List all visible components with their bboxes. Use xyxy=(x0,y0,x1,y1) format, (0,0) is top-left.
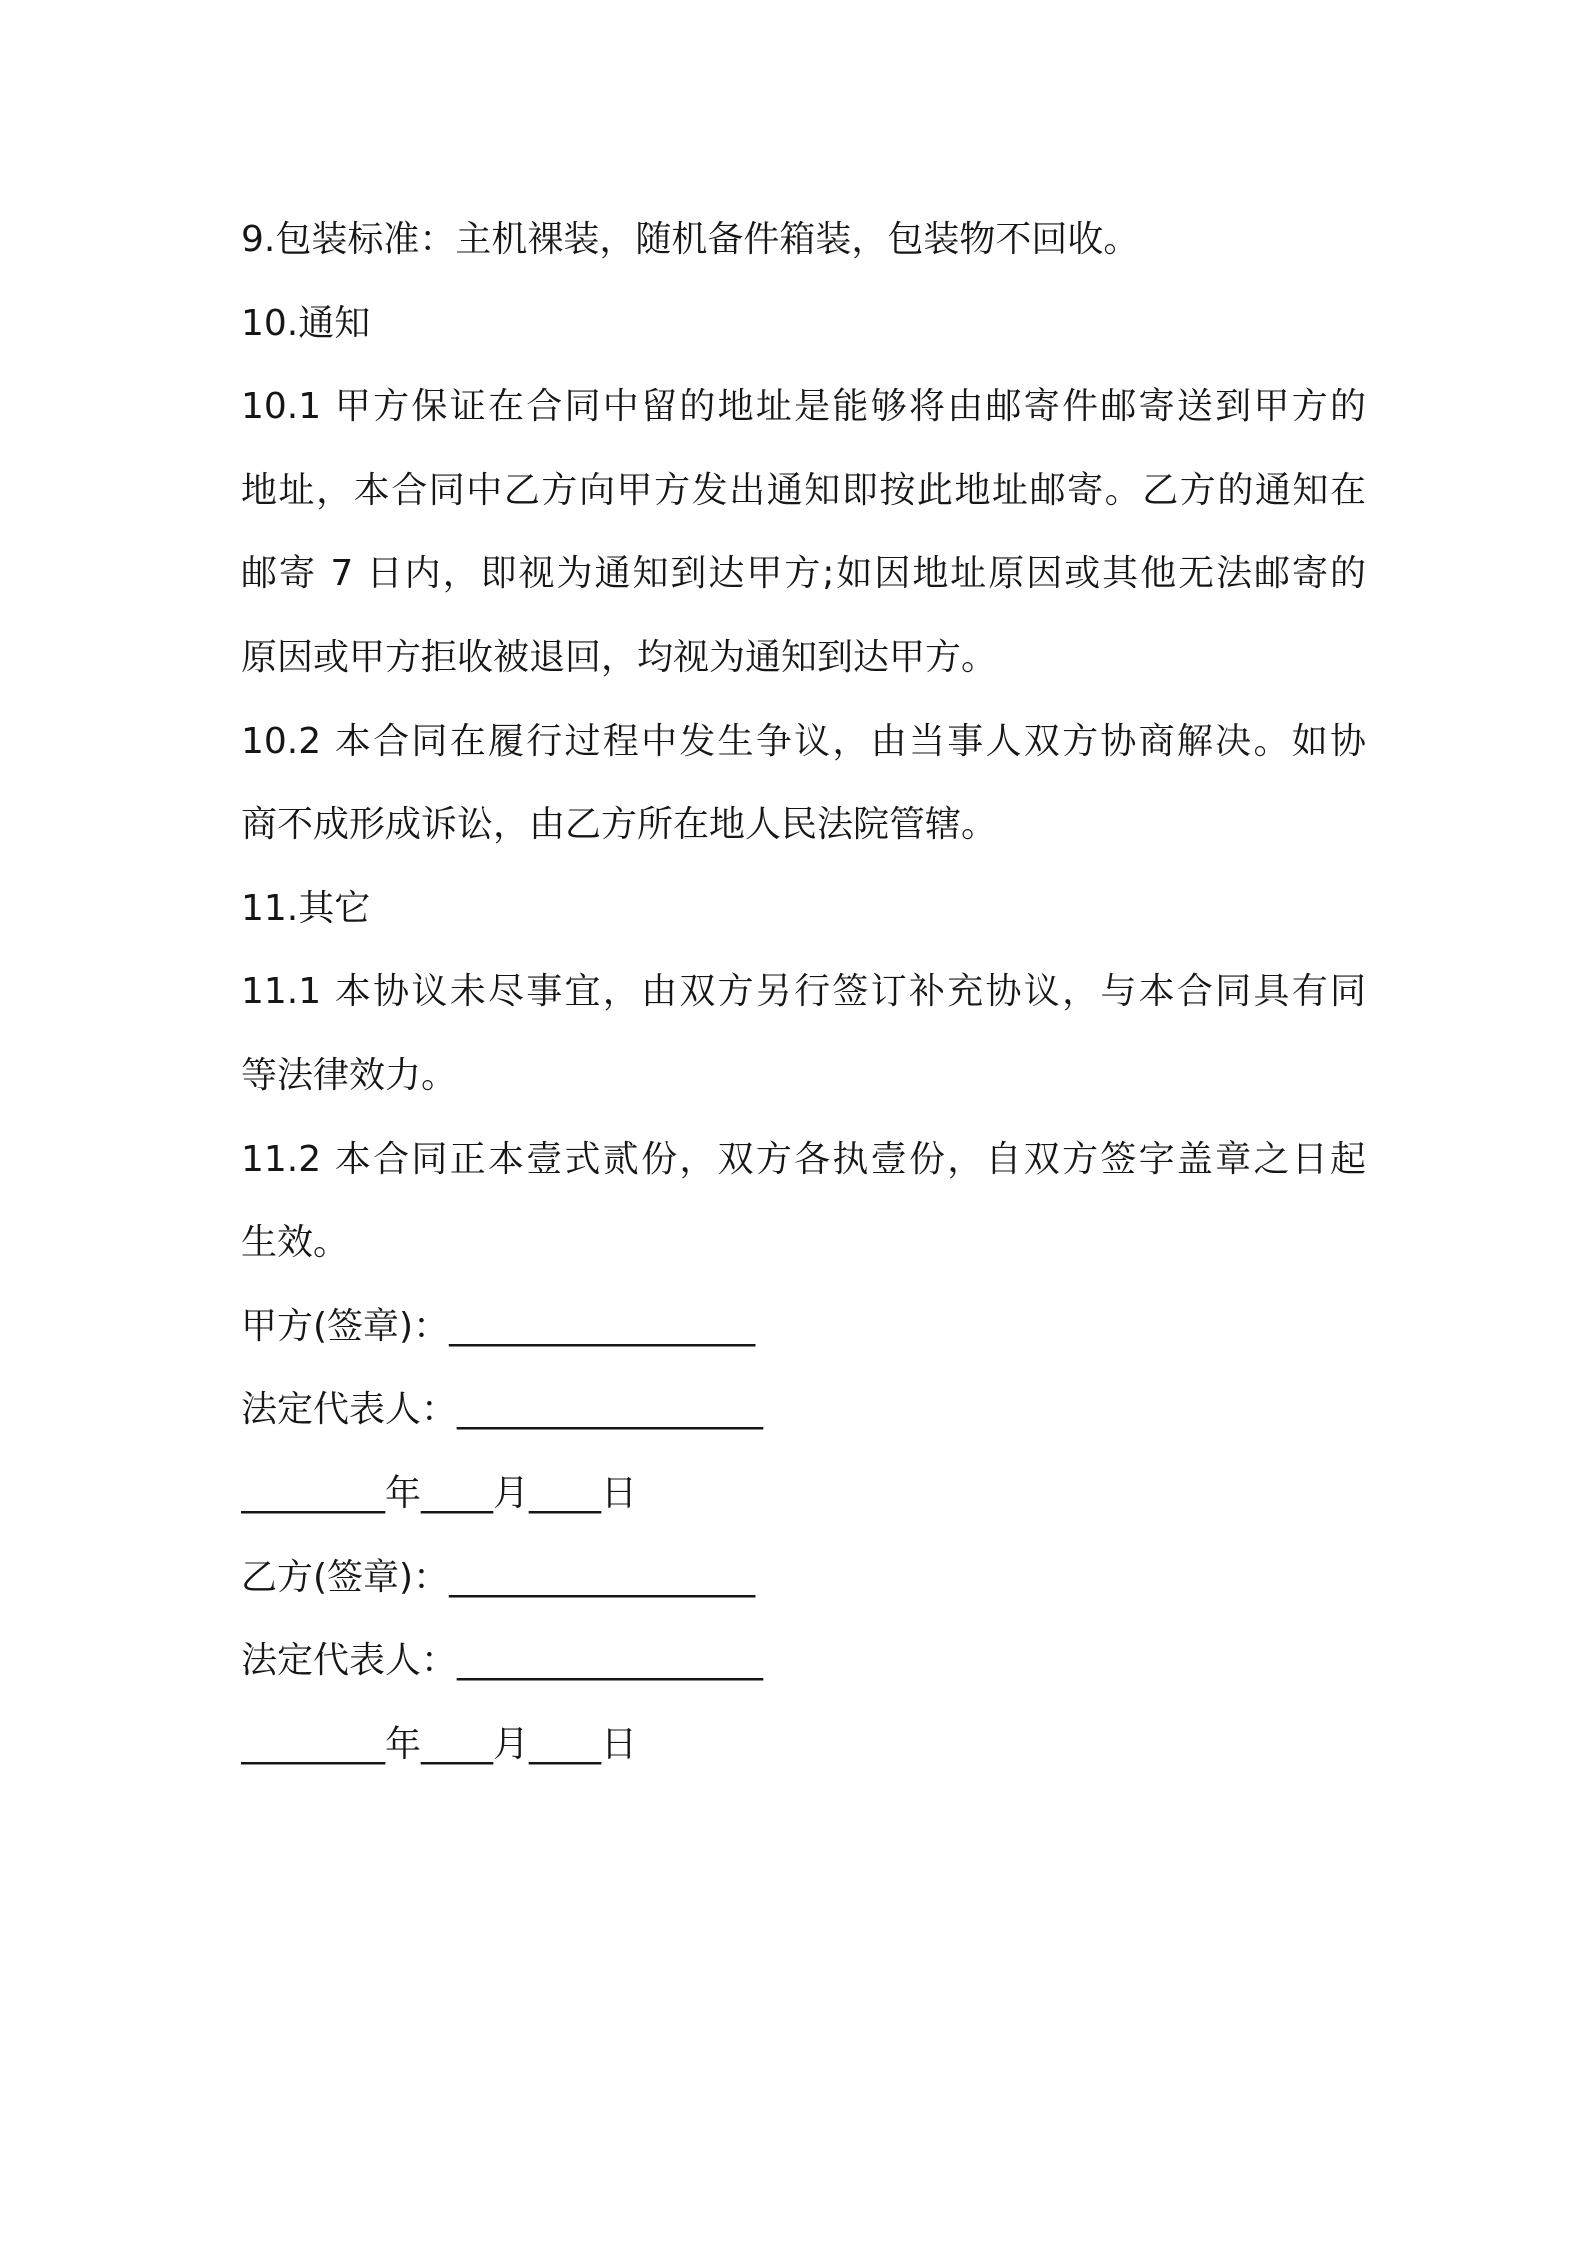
contract-text xyxy=(241,198,1366,1786)
party-b-signature: 乙方(签章)：_________________ xyxy=(241,1556,756,1598)
party-a-signature: 甲方(签章)：_________________ xyxy=(241,1305,756,1347)
clause-10-1-line-1: 10.1 甲方保证在合同中留的地址是能够将由邮寄件邮寄送到甲方的 xyxy=(241,386,1366,428)
party-a-date: ________年____月____日 xyxy=(241,1472,637,1514)
clause-11-1-line-1: 11.1 本协议未尽事宜，由双方另行签订补充协议，与本合同具有同 xyxy=(241,971,1366,1013)
clause-10-2-line-2: 商不成形成诉讼，由乙方所在地人民法院管辖。 xyxy=(241,804,998,846)
clause-10-1-line-3: 邮寄 7 日内，即视为通知到达甲方;如因地址原因或其他无法邮寄的 xyxy=(241,553,1366,595)
party-b-legal-representative: 法定代表人：_________________ xyxy=(241,1640,764,1682)
clause-10-1-line-2: 地址，本合同中乙方向甲方发出通知即按此地址邮寄。乙方的通知在 xyxy=(241,469,1366,511)
clause-11-2-line-2: 生效。 xyxy=(241,1222,350,1264)
clause-10-2-line-1: 10.2 本合同在履行过程中发生争议，由当事人双方协商解决。如协 xyxy=(241,720,1366,762)
party-b-date: ________年____月____日 xyxy=(241,1723,637,1765)
clause-11-2-line-1: 11.2 本合同正本壹式贰份，双方各执壹份，自双方签字盖章之日起 xyxy=(241,1138,1366,1180)
clause-11-1-line-2: 等法律效力。 xyxy=(241,1054,458,1096)
clause-10-1-line-4: 原因或甲方拒收被退回，均视为通知到达甲方。 xyxy=(241,636,998,678)
clause-10-heading: 10.通知 xyxy=(241,302,371,344)
party-a-legal-representative: 法定代表人：_________________ xyxy=(241,1389,764,1431)
clause-11-heading: 11.其它 xyxy=(241,887,371,929)
clause-9-packaging: 9.包装标准：主机裸装，随机备件箱装，包装物不回收。 xyxy=(241,219,1140,260)
